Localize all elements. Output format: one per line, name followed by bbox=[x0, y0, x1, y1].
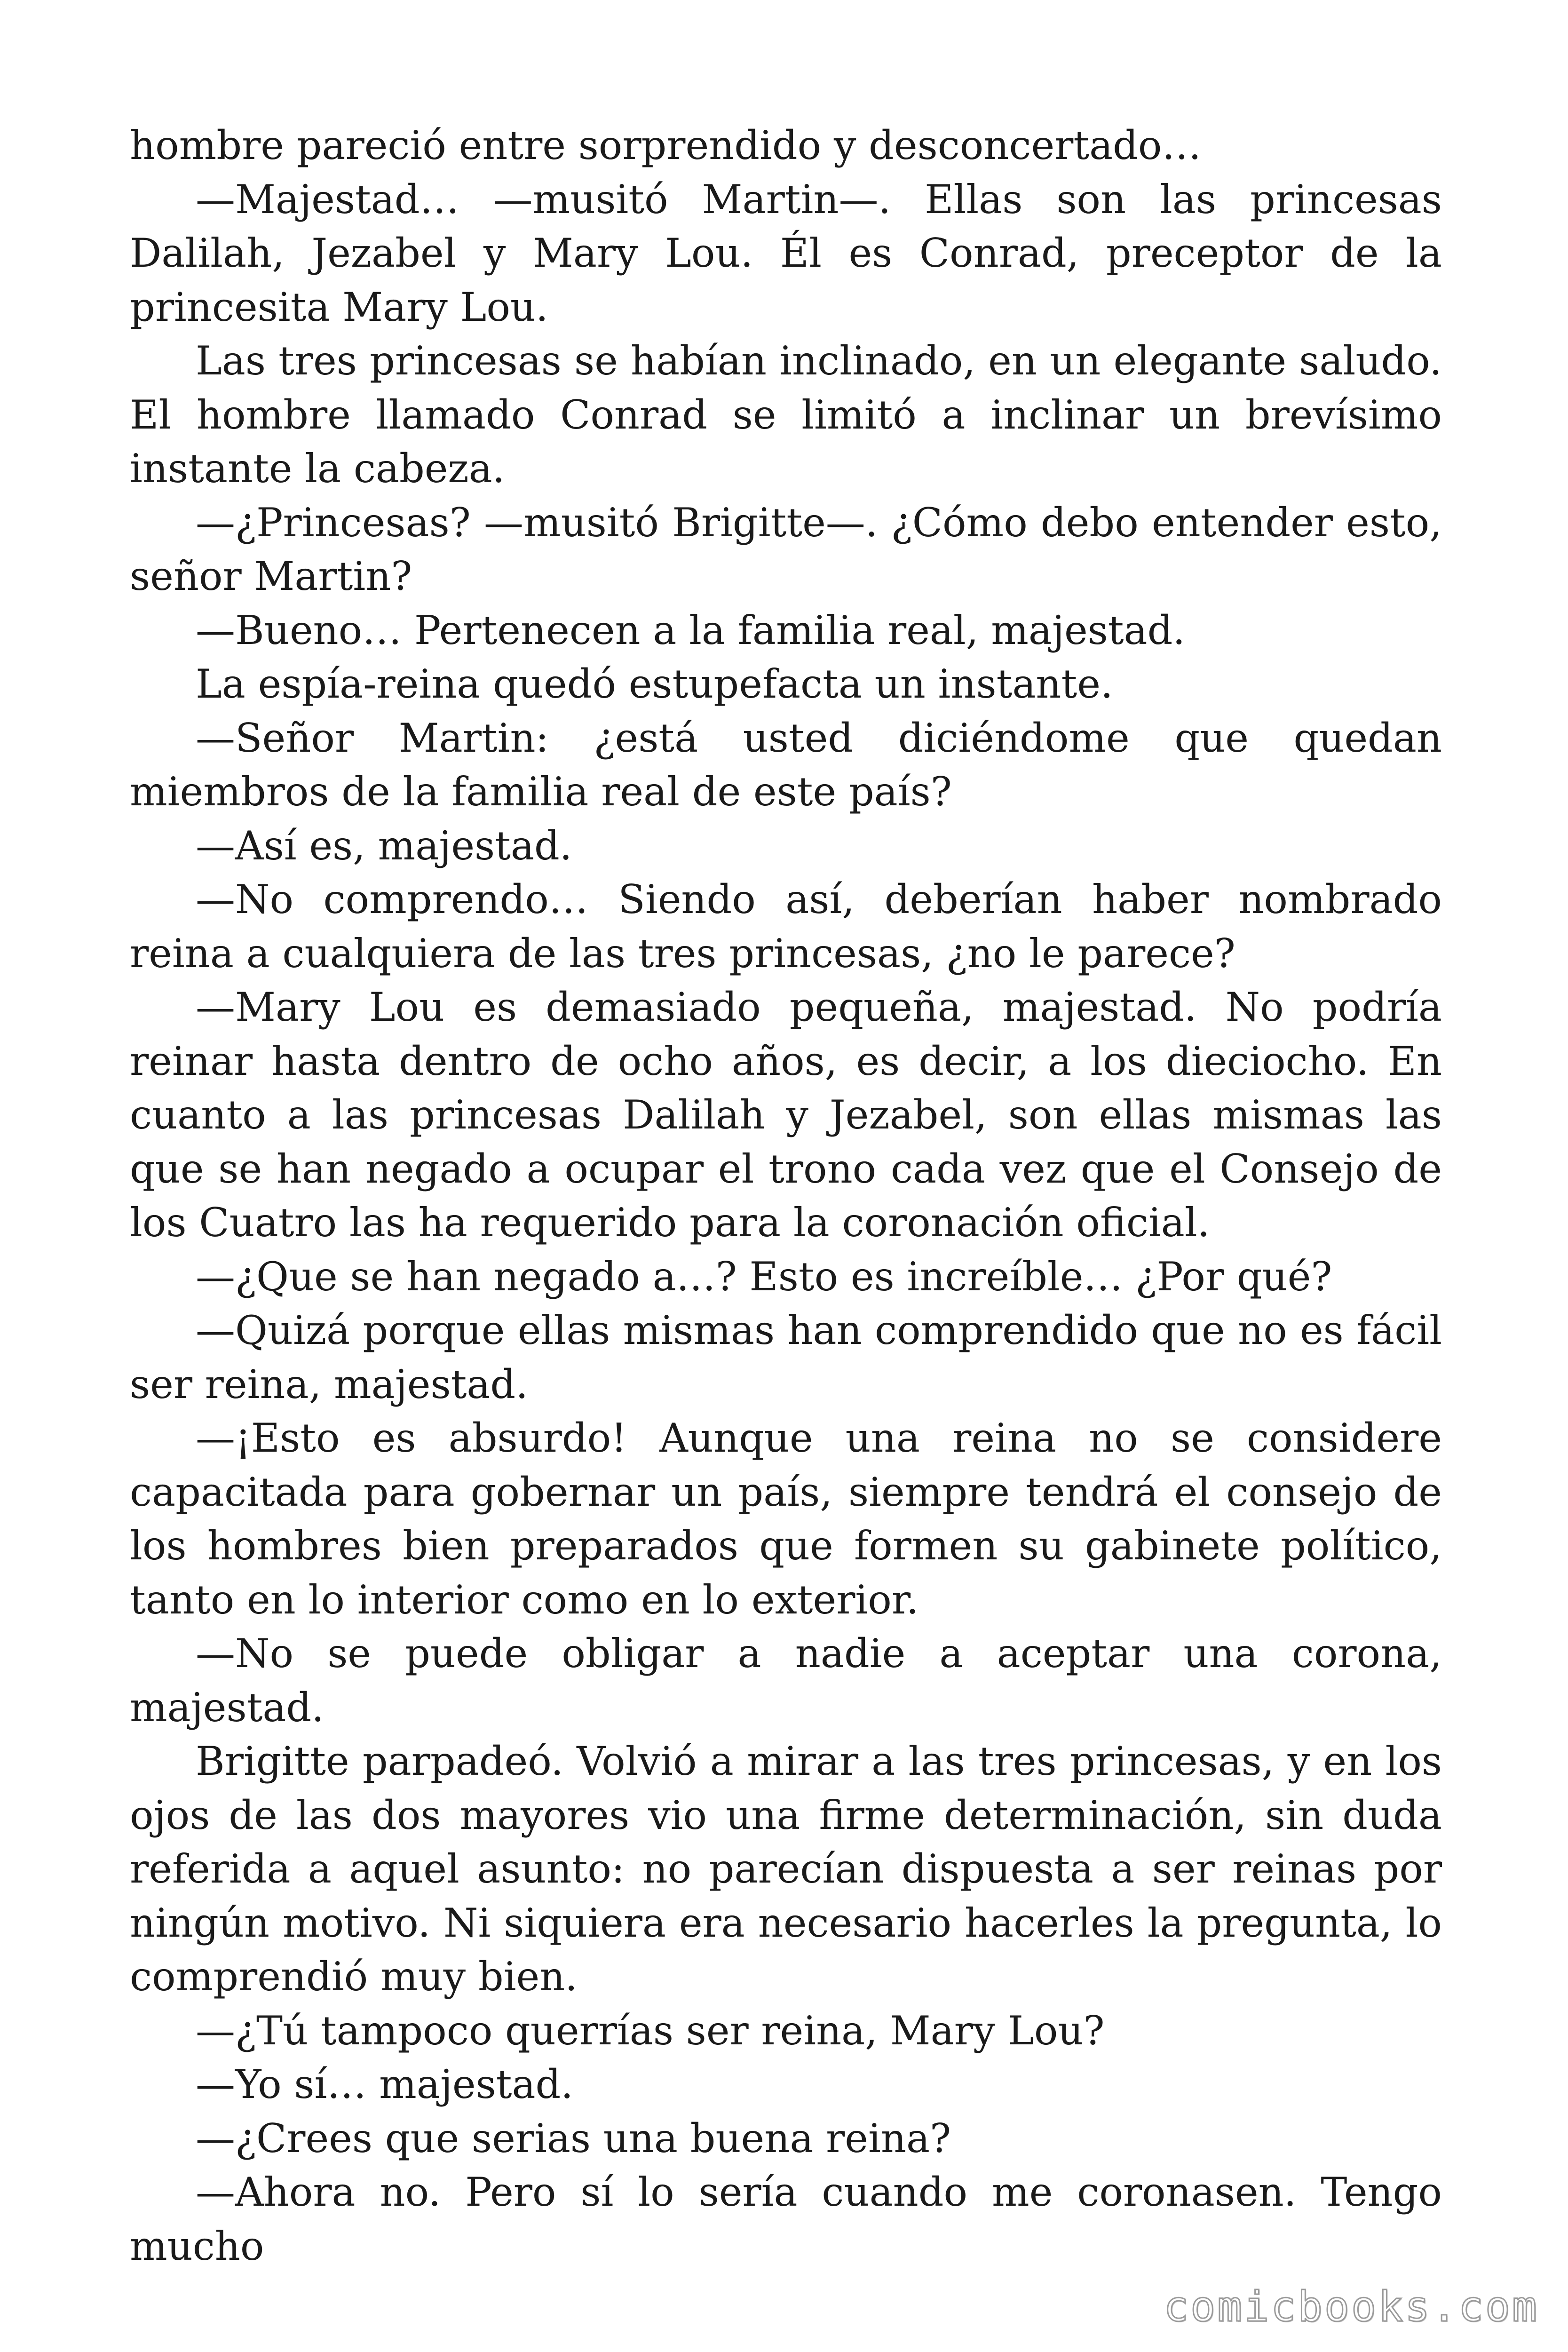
paragraph: —¡Esto es absurdo! Aunque una reina no se considere capacitada para gobernar un país, siempre tendrá el consejo de los hombres bien preparados que formen su gabinete político, tanto en lo interior como en lo exterior. bbox=[130, 1415, 1442, 1623]
paragraph: —Así es, majestad. bbox=[196, 822, 572, 869]
paragraph: —¿Crees que serias una buena reina? bbox=[196, 2115, 951, 2161]
paragraph: —Majestad… —musitó Martin—. Ellas son las princesas Dalilah, Jezabel y Mary Lou. Él es Conrad, preceptor de la princesita Mary Lou. bbox=[130, 176, 1442, 330]
paragraph: Las tres princesas se habían inclinado, en un elegante saludo. El hombre llamado Conrad se limitó a inclinar un brevísimo instante la cabeza. bbox=[130, 338, 1442, 492]
watermark: comicbooks.com bbox=[1164, 2282, 1539, 2331]
paragraph: —Quizá porque ellas mismas han comprendido que no es fácil ser reina, majestad. bbox=[130, 1307, 1442, 1407]
paragraph: —Mary Lou es demasiado pequeña, majestad. No podría reinar hasta dentro de ocho años, es decir, a los dieciocho. En cuanto a las princesas Dalilah y Jezabel, son ellas mismas las que se han negado a ocupar el trono cada vez que el Consejo de los Cuatro las ha requerido para la coronación oficial. bbox=[130, 984, 1442, 1246]
paragraph: —No comprendo… Siendo así, deberían haber nombrado reina a cualquiera de las tres princesas, ¿no le parece? bbox=[130, 876, 1442, 977]
paragraph: —¿Que se han negado a…? Esto es increíble… ¿Por qué? bbox=[196, 1253, 1332, 1300]
paragraph: —¿Princesas? —musitó Brigitte—. ¿Cómo debo entender esto, señor Martin? bbox=[130, 499, 1442, 599]
paragraph: Brigitte parpadeó. Volvió a mirar a las tres princesas, y en los ojos de las dos mayores vio una firme determinación, sin duda referida a aquel asunto: no parecían dispuesta a ser reinas por ningún motivo. Ni siquiera era necesario hacerles la pregunta, lo comprendió muy bien. bbox=[130, 1738, 1442, 2000]
paragraph: —Señor Martin: ¿está usted diciéndome que quedan miembros de la familia real de este país? bbox=[130, 715, 1442, 815]
body-text bbox=[130, 119, 1442, 2273]
paragraph: —Yo sí… majestad. bbox=[196, 2061, 574, 2107]
paragraph: La espía-reina quedó estupefacta un instante. bbox=[196, 661, 1113, 707]
paragraph: —No se puede obligar a nadie a aceptar una corona, majestad. bbox=[130, 1630, 1442, 1731]
paragraph: —¿Tú tampoco querrías ser reina, Mary Lou? bbox=[196, 2007, 1105, 2054]
paragraph: —Ahora no. Pero sí lo sería cuando me coronasen. Tengo mucho bbox=[130, 2169, 1442, 2269]
paragraph-continuation: hombre pareció entre sorprendido y desconcertado… bbox=[130, 122, 1202, 168]
paragraph: —Bueno… Pertenecen a la familia real, majestad. bbox=[196, 607, 1186, 653]
